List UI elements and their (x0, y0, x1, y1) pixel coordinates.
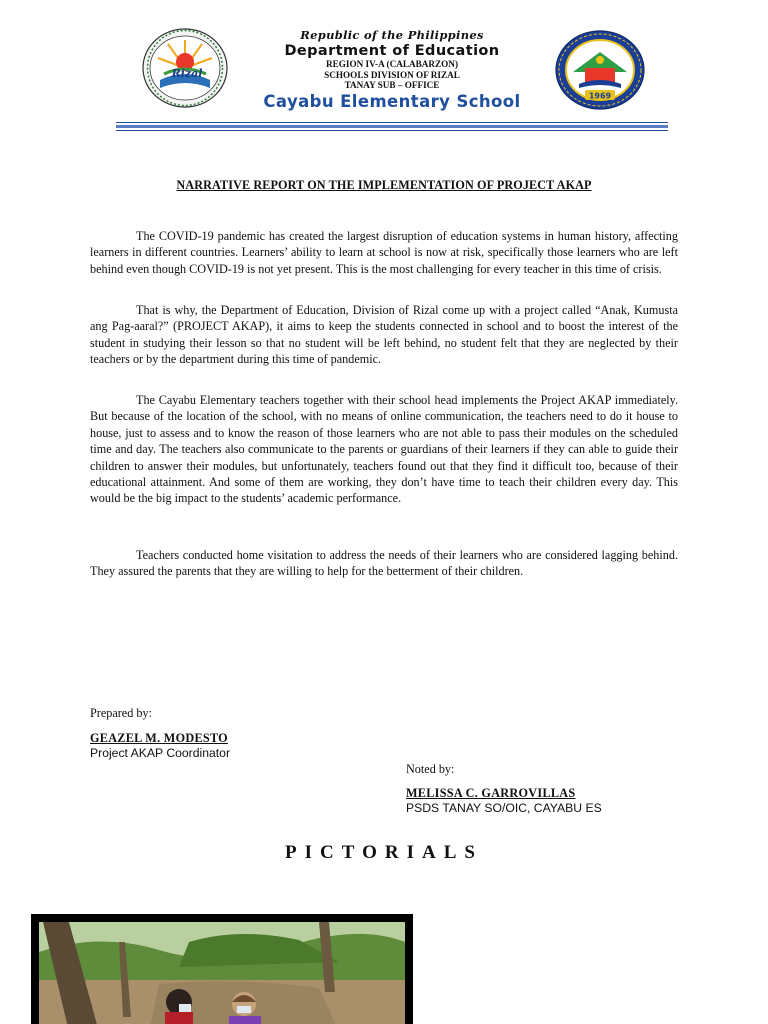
prepared-by-name: GEAZEL M. MODESTO (90, 731, 228, 745)
paragraph-1: The COVID-19 pandemic has created the largest disruption of education systems in human history, affecting learners in different countries. Learners’ ability to learn at school is now at risk, specifically those learners who are left behind even though COVID-19 is not yet present. This is the most challenging for every teacher in this time of crisis. (90, 229, 678, 276)
report-title: NARRATIVE REPORT ON THE IMPLEMENTATION OF PROJECT AKAP (176, 178, 592, 192)
noted-by-role: PSDS TANAY SO/OIC, CAYABU ES (406, 801, 602, 815)
noted-by-label: Noted by: (406, 762, 455, 776)
school-seal (555, 30, 645, 110)
deped-rizal-seal (142, 28, 228, 108)
school-name: Cayabu Elementary School (263, 92, 521, 111)
paragraph-4: Teachers conducted home visitation to address the needs of their learners who are considered lagging behind. They assured the parents that they are willing to help for the betterment of their children. (90, 548, 678, 579)
noted-by-name: MELISSA C. GARROVILLAS (406, 786, 576, 800)
seal-center-text: Rizal (171, 67, 203, 80)
header-rule-bottom (116, 130, 668, 131)
header-rule-thick (116, 125, 668, 128)
prepared-by-role: Project AKAP Coordinator (90, 746, 231, 760)
letterhead-text (230, 28, 554, 91)
pictorials-heading: PICTORIALS (285, 842, 483, 863)
paragraph-3: The Cayabu Elementary teachers together with their school head implements the Project AKAP immediately. But because of the location of the school, with no means of online communication, the teachers need to do it house to house, just to assess and to know the reason of those learners who are not able to pass their modules on the scheduled time and day. The teachers also communicate to the parents or guardians of their learners if they can able to guide their children to answer their modules, but unfortunately, teachers found out that they find it difficult too, because of their educational attainment. And some of them are working, they don’t have time to teach their children every day. This would be the big impact to the students’ academic performance. (90, 393, 678, 506)
photo-frame (31, 914, 413, 1024)
region-label: REGION IV-A (CALABARZON) (325, 59, 459, 69)
header-rule-top (116, 122, 668, 123)
sub-office-label: TANAY SUB – OFFICE (344, 80, 440, 90)
department-label: Department of Education (284, 43, 500, 59)
prepared-by-label: Prepared by: (90, 706, 152, 720)
republic-label: Republic of the Philippines (300, 28, 484, 42)
seal-year: 1969 (588, 91, 612, 101)
division-label: SCHOOLS DIVISION OF RIZAL (324, 69, 460, 80)
paragraph-2: That is why, the Department of Education, Division of Rizal come up with a project called “Anak, Kumusta ang Pag-aaral?” (PROJECT AKAP), it aims to keep the students connected in school and to boost the interest of the student in studying their lesson so that no student will be left behind, no student felt that they are neglected by their teachers or by the department during this time of pandemic. (90, 303, 678, 367)
home-visitation-photo (39, 922, 405, 1024)
